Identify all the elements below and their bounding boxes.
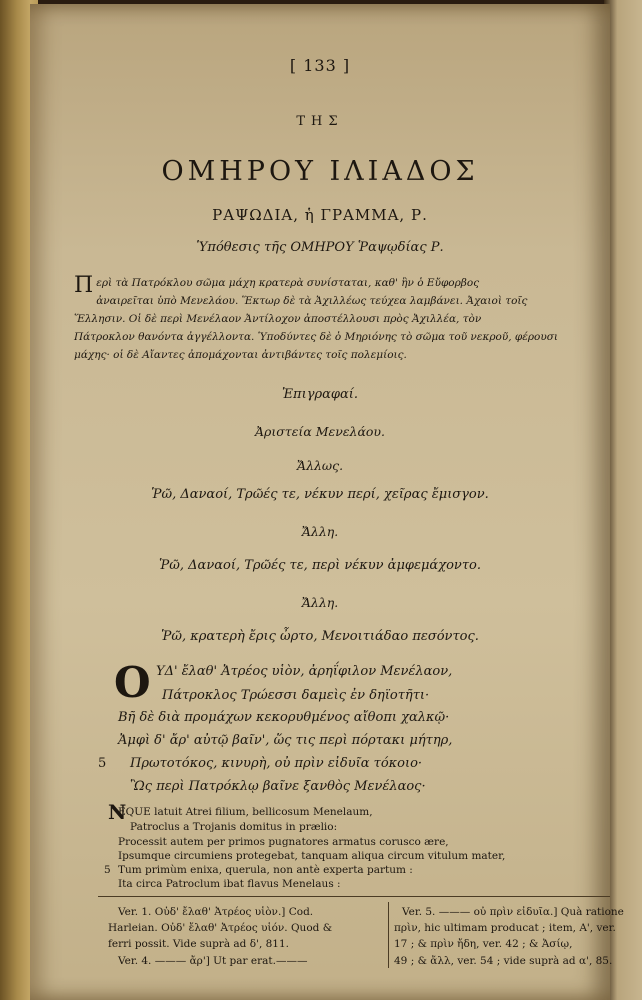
hypothesis-title: Ὑπόθεσις τῆς ΟΜΗΡΟΥ Ῥαψῳδίας Ρ. — [196, 240, 444, 255]
latin-drop-initial: N — [108, 800, 127, 824]
verse-line: Πρωτοτόκος, κινυρὴ, οὐ πρὶν εἰδυῖα τόκοιο· — [130, 756, 423, 771]
verse-number: 5 — [98, 756, 107, 771]
verse-line: Ὣς περὶ Πατρόκλῳ βαῖνε ξανθὸς Μενέλαος· — [130, 779, 426, 794]
epigraph-line: Ἀριστεία Μενελάου. — [254, 424, 386, 439]
summary-line: Ἕλλησιν. Οἱ δὲ περὶ Μενέλαον Ἀντίλοχον ἀποστέλλουσι πρὸς Ἀχιλλέα, τὸν — [74, 313, 482, 325]
verse-line: Πάτροκλος Τρώεσσι δαμεὶς ἐν δηϊοτῆτι· — [162, 688, 430, 703]
summary-line: ερὶ τὰ Πατρόκλου σῶμα μάχη κρατερὰ συνίσταται, καθ' ἣν ὁ Εὔφορβος — [96, 277, 480, 289]
epigraphs-heading: Ἐπιγραφαί. — [281, 387, 359, 402]
verse-line: Βῆ δὲ διὰ προμάχων κεκορυθμένος αἴθοπι χαλκῷ· — [118, 710, 450, 725]
verse-drop-initial: Ο — [114, 658, 151, 707]
page-number: [ 133 ] — [289, 56, 351, 75]
footnote-rule — [98, 896, 610, 897]
argument-summary — [74, 274, 594, 364]
latin-line: Processit autem per primos pugnatores armatus corusco ære, — [118, 836, 449, 848]
footnote-column-divider — [388, 902, 389, 968]
footnote-right-line: Ver. 5. ——— οὐ πρὶν εἰδυῖα.] Quà ratione — [402, 906, 624, 918]
epigraph-line: Ἄλλη. — [301, 595, 339, 610]
epigraph-line: Ῥῶ, Δαναοί, Τρῶές τε, περὶ νέκυν ἀμφεμάχοντο. — [159, 558, 481, 573]
latin-line: Ipsumque circumiens protegebat, tanquam aliqua circum vitulum mater, — [118, 850, 506, 862]
footnote-right-line: πρὶν, hic ultimam producat ; item, A', ver. — [394, 922, 616, 934]
verse-line: Ἀμφὶ δ' ἄρ' αὐτῷ βαῖν', ὥς τις περὶ πόρτακι μήτηρ, — [118, 733, 453, 748]
summary-line: μάχης· οἱ δὲ Αἴαντες ἀπομάχονται ἀντιβάντες τοῖς πολεμίοις. — [74, 349, 407, 361]
heading-tes: ΤΗΣ — [296, 114, 344, 129]
summary-line: ἀναιρεῖται ὑπὸ Μενελάου. Ἕκτωρ δὲ τὰ Ἀχιλλέως τεύχεα λαμβάνει. Ἀχαιοὶ τοῖς — [96, 295, 528, 307]
footnote-left-line: Ver. 1. Οὐδ' ἔλαθ' Ἀτρέος υἱὸν.] Cod. — [118, 906, 314, 918]
verse-line: ΥΔ' ἔλαθ' Ἀτρέος υἱὸν, ἀρηΐφιλον Μενέλαον, — [156, 664, 453, 679]
latin-line: Tum primùm enixa, querula, non antè experta partum : — [118, 864, 413, 876]
epigraph-line: Ἄλλως. — [296, 458, 344, 473]
footnote-left-line: ferri possit. Vide suprà ad δ', 811. — [108, 938, 290, 950]
rhapsodia-heading: ΡΑΨΩΔΙΑ, ἡ ΓΡΑΜΜΑ, Ρ. — [212, 206, 428, 224]
epigraph-line: Ῥῶ, Δαναοί, Τρῶές τε, νέκυν περί, χεῖρας ἔμισγον. — [151, 487, 489, 502]
book-page — [30, 4, 624, 1000]
epigraph-line: Ῥῶ, κρατερὴ ἔρις ὦρτο, Μενοιτιάδαο πεσόντος. — [161, 629, 479, 644]
footnote-right-line: 49 ; & ἄλλ, ver. 54 ; vide suprà ad α', 85. — [394, 955, 613, 967]
footnote-left-line: Ver. 4. ——— ἄρ'] Ut par erat.——— — [118, 955, 308, 967]
footnote-right-line: 17 ; & πρὶν ἤδη, ver. 42 ; & Ἀσίῳ, — [394, 938, 573, 950]
epigraph-line: Ἄλλη. — [301, 524, 339, 539]
book-title: ΟΜΗΡΟΥ ΙΛΙΑΔΟΣ — [161, 156, 479, 187]
latin-line: Ita circa Patroclum ibat flavus Menelaus : — [118, 878, 341, 890]
latin-line: Patroclus a Trojanis domitus in prælio: — [130, 821, 338, 833]
footnote-left-line: Harleian. Οὐδ' ἔλαθ' Ἀτρέος υἱόν. Quod & — [108, 922, 333, 934]
latin-line: EQUE latuit Atrei filium, bellicosum Menelaum, — [118, 806, 373, 818]
summary-line: Πάτροκλον θανόντα ἀγγέλλοντα. Ὑποδύντες δὲ ὁ Μηριόνης τὸ σῶμα τοῦ νεκροῦ, φέρουσι — [74, 331, 559, 343]
latin-line-number: 5 — [104, 864, 111, 876]
summary-initial: Π — [74, 273, 94, 298]
